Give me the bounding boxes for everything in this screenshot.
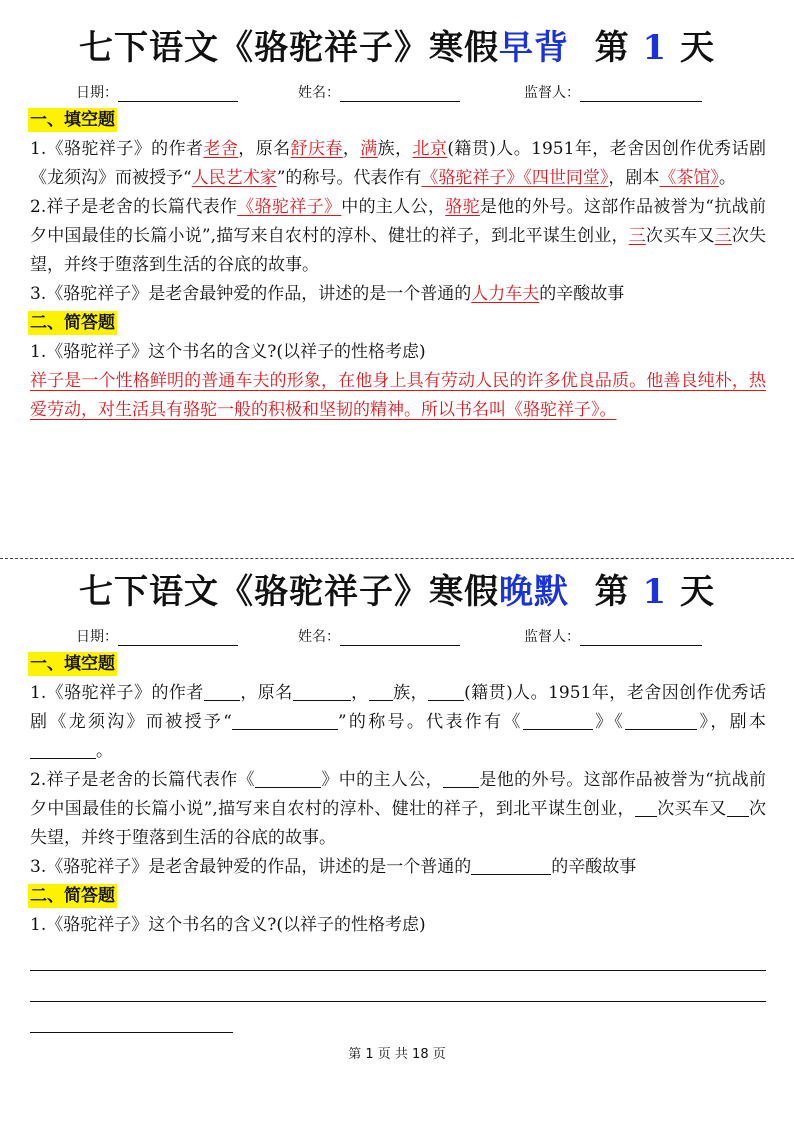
- name-field[interactable]: [298, 626, 460, 646]
- supervisor-line[interactable]: [580, 631, 702, 646]
- answer: 三: [714, 226, 732, 246]
- title-day-post: 天: [680, 572, 716, 612]
- answer-blank[interactable]: [635, 799, 657, 817]
- date-field[interactable]: [76, 626, 238, 646]
- question-1: 1.《骆驼祥子》的作者 ，原名 ， 族， (籍贯)人。1951年，老舍因创作优秀话剧《龙须沟》而被授予“ ”的称号。代表作有《 》《 》，剧本。: [30, 683, 767, 761]
- meta-row: [0, 82, 794, 106]
- date-line[interactable]: [118, 631, 238, 646]
- supervisor-label: 监督人：: [524, 629, 580, 645]
- answer-blank[interactable]: [232, 712, 338, 730]
- supervisor-field[interactable]: [524, 82, 702, 102]
- answer: 《骆驼祥子》: [237, 197, 342, 217]
- answer-blank[interactable]: [428, 683, 464, 701]
- name-label: 姓名：: [298, 629, 340, 645]
- answer: 人民艺术家: [191, 168, 277, 188]
- question-1: 1.《骆驼祥子》的作者老舍，原名舒庆春，满族，北京(籍贯)人。1951年，老舍因创作优秀话剧《龙须沟》而被授予“人民艺术家”的称号。代表作有《骆驼祥子》《四世同堂》，剧本《茶馆》。: [30, 139, 767, 188]
- title-day-num: 1: [642, 572, 668, 612]
- evening-title: [0, 566, 794, 618]
- date-line[interactable]: [118, 87, 238, 102]
- answer-blank[interactable]: [293, 683, 351, 701]
- answer-blank[interactable]: [369, 683, 393, 701]
- section-heading-short-answer: 二、简答题: [30, 886, 115, 906]
- title-day-pre: 第: [594, 572, 630, 612]
- answer-blank[interactable]: [204, 683, 240, 701]
- question-3: 3.《骆驼祥子》是老舍最钟爱的作品，讲述的是一个普通的人力车夫的辛酸故事: [30, 284, 625, 304]
- answer: 舒庆春: [290, 139, 343, 159]
- title-accent: 晚默: [498, 572, 569, 612]
- date-field[interactable]: [76, 82, 238, 102]
- evening-section: [0, 566, 794, 1033]
- supervisor-line[interactable]: [580, 87, 702, 102]
- answer-blank[interactable]: [471, 857, 551, 875]
- short-answer-1: 祥子是一个性格鲜明的普通车夫的形象，在他身上具有劳动人民的许多优良品质。他善良纯朴，热爱劳动，对生活具有骆驼一般的积极和坚韧的精神。所以书名叫《骆驼祥子》。: [30, 371, 766, 420]
- meta-row: [0, 626, 794, 650]
- page-footer: 第 1 页 共 18 页: [348, 1047, 446, 1062]
- date-label: 日期：: [76, 85, 118, 101]
- answer: 北京: [412, 139, 448, 159]
- evening-content: [30, 650, 766, 1033]
- answer-blank[interactable]: [443, 770, 479, 788]
- name-line[interactable]: [340, 87, 460, 102]
- answer-blank[interactable]: [255, 770, 321, 788]
- answer-writing-line[interactable]: [30, 940, 766, 971]
- morning-section: [0, 22, 794, 425]
- title-day-pre: 第: [594, 28, 630, 68]
- title-accent: 早背: [498, 28, 569, 68]
- answer: 《骆驼祥子》: [421, 168, 524, 188]
- answer: 《茶馆》: [659, 168, 719, 188]
- answer-writing-line[interactable]: [30, 971, 766, 1002]
- title-day-post: 天: [680, 28, 716, 68]
- title-prefix: 七下语文《骆驼祥子》寒假: [78, 572, 499, 612]
- answer: 《四世同堂》: [523, 168, 609, 188]
- answer: 人力车夫: [471, 284, 540, 304]
- morning-title: [0, 22, 794, 74]
- short-question-1: 1.《骆驼祥子》这个书名的含义?(以祥子的性格考虑): [30, 915, 426, 935]
- answer-blank[interactable]: [625, 712, 697, 730]
- supervisor-label: 监督人：: [524, 85, 580, 101]
- name-label: 姓名：: [298, 85, 340, 101]
- question-2: 2.祥子是老舍的长篇代表作《骆驼祥子》中的主人公，骆驼是他的外号。这部作品被誉为“抗战前夕中国最佳的长篇小说”,描写来自农村的淳朴、健壮的祥子，到北平谋生创业，三次买车又三次失望，并终于堕落到生活的谷底的故事。: [30, 197, 767, 275]
- name-field[interactable]: [298, 82, 460, 102]
- supervisor-field[interactable]: [524, 626, 702, 646]
- answer-blank[interactable]: [727, 799, 749, 817]
- answer: 骆驼: [445, 197, 480, 217]
- answer-writing-line[interactable]: [30, 1002, 233, 1033]
- title-day-num: 1: [642, 28, 668, 68]
- answer-blank[interactable]: [523, 712, 593, 730]
- section-heading-fill-blank: 一、填空题: [30, 654, 115, 674]
- question-2: 2.祥子是老舍的长篇代表作《 》中的主人公， 是他的外号。这部作品被誉为“抗战前夕中国最佳的长篇小说”,描写来自农村的淳朴、健壮的祥子，到北平谋生创业， 次买车又 次失望，并终于堕落到生活的谷底的故事。: [30, 770, 767, 848]
- answer: 老舍: [203, 139, 239, 159]
- answer: 满: [360, 139, 378, 159]
- answer: 三: [628, 226, 646, 246]
- cut-line-divider: [0, 558, 794, 559]
- question-3: 3.《骆驼祥子》是老舍最钟爱的作品，讲述的是一个普通的 的辛酸故事: [30, 857, 637, 877]
- name-line[interactable]: [340, 631, 460, 646]
- title-prefix: 七下语文《骆驼祥子》寒假: [78, 28, 499, 68]
- section-heading-short-answer: 二、简答题: [30, 313, 115, 333]
- morning-content: [30, 106, 766, 425]
- date-label: 日期：: [76, 629, 118, 645]
- answer-blank[interactable]: [30, 741, 96, 759]
- short-question-1: 1.《骆驼祥子》这个书名的含义?(以祥子的性格考虑): [30, 342, 426, 362]
- section-heading-fill-blank: 一、填空题: [30, 110, 115, 130]
